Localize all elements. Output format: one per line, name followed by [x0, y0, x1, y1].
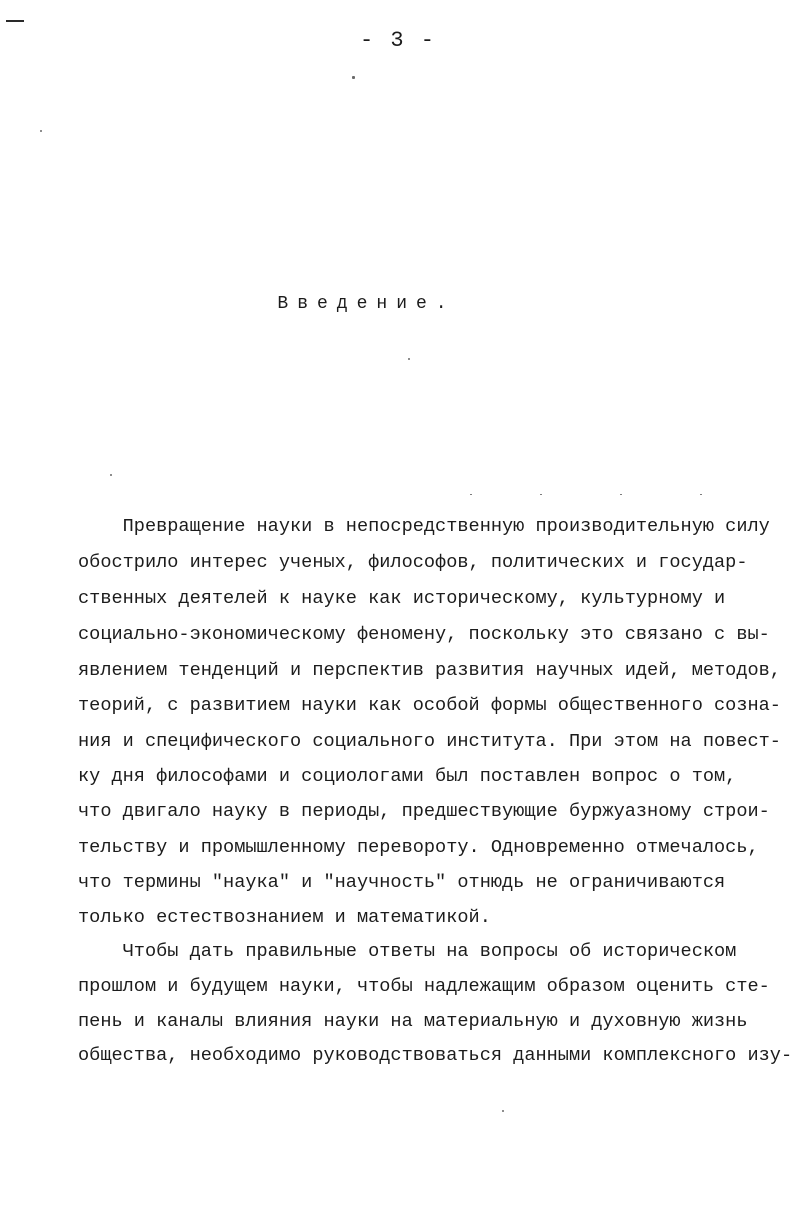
text-line: только естествознанием и математикой. [78, 907, 491, 928]
scan-speck [352, 76, 355, 79]
scan-speck [540, 494, 542, 495]
text-line: явлением тенденций и перспектив развития научных идей, методов, [78, 660, 781, 681]
scan-speck [620, 494, 622, 495]
text-line: социально-экономическому феномену, поскольку это связано с вы- [78, 624, 770, 645]
scan-speck [40, 130, 42, 132]
margin-mark [6, 20, 24, 22]
text-line: ственных деятелей к науке как историческому, культурному и [78, 588, 726, 609]
text-line: прошлом и будущем науки, чтобы надлежащим образом оценить сте- [78, 976, 770, 997]
text-line: тельству и промышленному перевороту. Одновременно отмечалось, [78, 837, 759, 858]
text-line: Чтобы дать правильные ответы на вопросы об историческом [78, 941, 737, 962]
text-line: пень и каналы влияния науки на материальную и духовную жизнь [78, 1011, 748, 1032]
text-line: что термины "наука" и "научность" отнюдь не ограничиваются [78, 872, 726, 893]
text-line: теорий, с развитием науки как особой формы общественного созна- [78, 695, 781, 716]
scan-speck [470, 494, 472, 495]
section-heading: Введение. [277, 294, 456, 314]
page-number: - 3 - [359, 28, 436, 53]
scan-speck [700, 494, 702, 495]
text-line: ку дня философами и социологами был поставлен вопрос о том, [78, 766, 737, 787]
text-line: ния и специфического социального института. При этом на повест- [78, 731, 781, 752]
scan-speck [408, 358, 410, 360]
text-line: обострило интерес ученых, философов, политических и государ- [78, 552, 748, 573]
scan-speck [110, 474, 112, 476]
text-line: что двигало науку в периоды, предшествующие буржуазному строи- [78, 801, 770, 822]
text-line: общества, необходимо руководствоваться данными комплексного изу- [78, 1045, 793, 1066]
scan-speck [502, 1110, 504, 1112]
text-line: Превращение науки в непосредственную производительную силу [78, 516, 770, 537]
